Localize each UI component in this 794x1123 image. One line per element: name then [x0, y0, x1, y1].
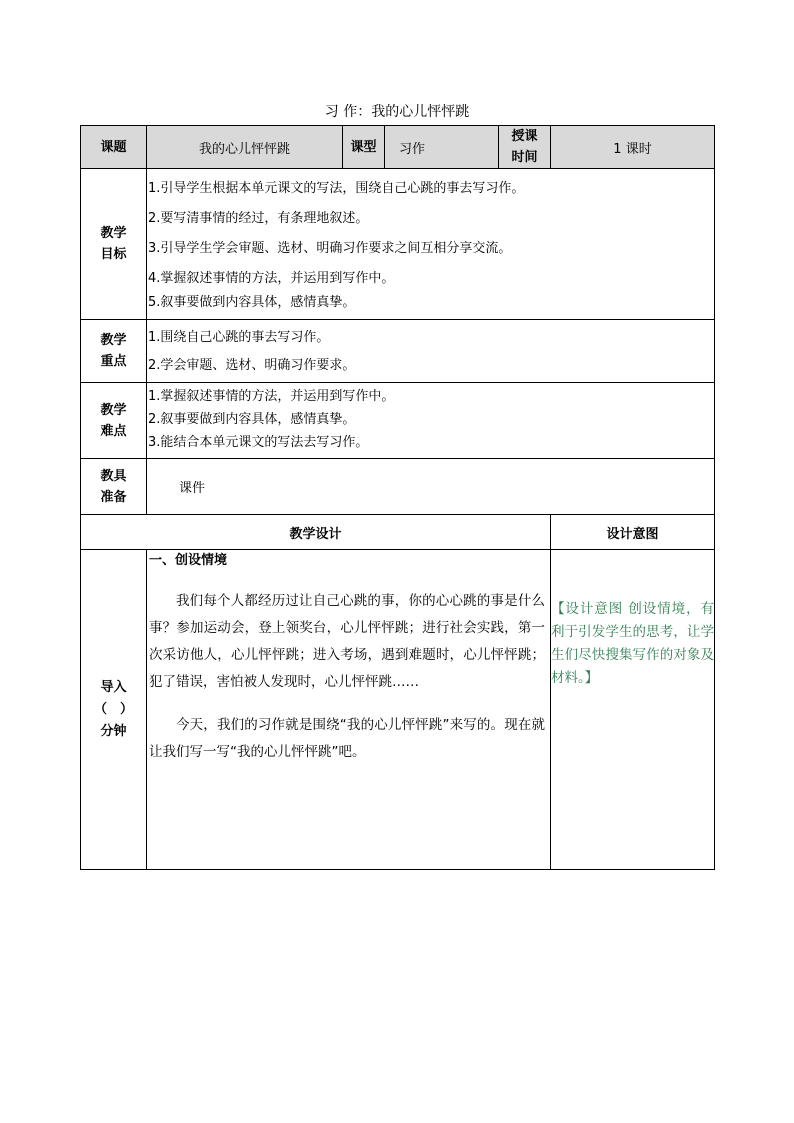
list-item: 2.叙事要做到内容具体，感情真挚。 — [148, 412, 356, 427]
intro-paragraph-1: 我们每个人都经历过让自己心跳的事，你的心心跳的事是什么事？参加运动会，登上领奖台，心儿怦怦跳；进行社会实践，第一次采访他人，心儿怦怦跳；进入考场，遇到难题时，心儿怦怦跳；犯了错误，害怕被人发现时，心儿怦怦跳…… — [149, 593, 545, 690]
design-header-row — [81, 515, 715, 550]
goals-label: 教学 目标 — [81, 169, 147, 320]
lesson-plan-table — [80, 125, 715, 870]
intro-row — [81, 550, 715, 870]
list-item: 2.学会审题、选材、明确习作要求。 — [148, 358, 356, 373]
key-points-list — [147, 320, 715, 383]
list-item: 1.掌握叙述事情的方法，并运用到写作中。 — [148, 389, 395, 404]
list-item: 4.掌握叙述事情的方法，并运用到写作中。 — [148, 271, 395, 286]
topic-label: 课题 — [81, 126, 147, 169]
difficulties-row — [81, 383, 715, 459]
design-intent-note: 【设计意图 创设情境，有利于引发学生的思考，让学生们尽快搜集写作的对象及材料。】 — [551, 550, 715, 870]
hours-label-line-2: 时间 — [511, 150, 538, 165]
document-title: 习 作：我的心儿怦怦跳 — [324, 104, 470, 120]
hours-label — [499, 126, 551, 169]
intro-paragraph-2: 今天，我们的习作就是围绕“我的心儿怦怦跳”来写的。现在就让我们写一写“我的心儿怦怦跳”吧。 — [149, 717, 545, 760]
list-item: 3.能结合本单元课文的写法去写习作。 — [148, 435, 369, 450]
goals-row — [81, 169, 715, 320]
section-title: 一、创设情境 — [149, 553, 228, 568]
difficulties-list — [147, 383, 715, 459]
intent-header: 设计意图 — [551, 515, 715, 550]
list-item: 5.叙事要做到内容具体，感情真挚。 — [148, 295, 356, 310]
list-item: 1.引导学生根据本单元课文的写法，围绕自己心跳的事去写习作。 — [148, 181, 525, 196]
list-item: 2.要写清事情的经过，有条理地叙述。 — [148, 211, 369, 226]
list-item: 3.引导学生学会审题、选材、明确习作要求之间互相分享交流。 — [148, 241, 512, 256]
list-item: 1.围绕自己心跳的事去写习作。 — [148, 330, 330, 345]
difficulties-label: 教学 难点 — [81, 383, 147, 459]
tools-row — [81, 459, 715, 515]
type-value: 习作 — [385, 126, 499, 169]
key-points-row — [81, 320, 715, 383]
topic-value: 我的心儿怦怦跳 — [147, 126, 343, 169]
hours-value: 1 课时 — [551, 126, 715, 169]
goals-list — [147, 169, 715, 320]
tools-label: 教具 准备 — [81, 459, 147, 515]
design-header: 教学设计 — [81, 515, 551, 550]
key-points-label: 教学 重点 — [81, 320, 147, 383]
intro-label: 导入 （ ） 分钟 — [81, 550, 147, 870]
intro-content — [147, 550, 551, 870]
header-row — [81, 126, 715, 169]
tools-value: 课件 — [147, 459, 715, 515]
type-label: 课型 — [343, 126, 385, 169]
hours-label-line-1: 授课 — [511, 129, 538, 144]
